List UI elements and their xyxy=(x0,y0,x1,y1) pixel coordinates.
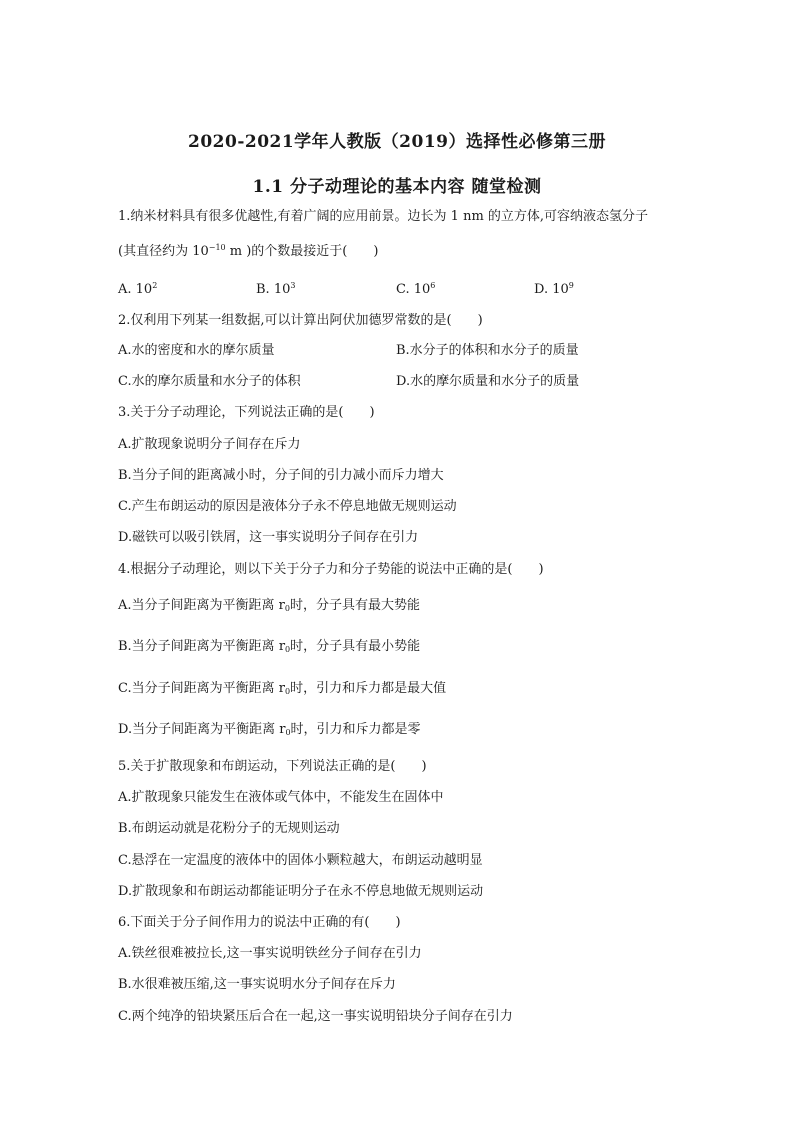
q2-option-c: C.水的摩尔质量和水分子的体积 xyxy=(118,374,301,389)
q3-stem: 3.关于分子动理论，下列说法正确的是( ) xyxy=(118,405,375,420)
q3-option-c: C.产生布朗运动的原因是液体分子永不停息地做无规则运动 xyxy=(118,499,457,514)
q3-option-b: B.当分子间的距离减小时，分子间的引力减小而斥力增大 xyxy=(118,468,444,483)
q4-option-b: B.当分子间距离为平衡距离 $r_0$时，分子具有最小势能 xyxy=(118,639,421,654)
document-subtitle: 1.1 分子动理论的基本内容 随堂检测 xyxy=(252,177,542,197)
q1-option-a: A. $10^2$ xyxy=(118,281,158,297)
q1-option-d: D. $10^9$ xyxy=(534,281,574,297)
q2-option-b: B.水分子的体积和水分子的质量 xyxy=(396,343,579,358)
q3-option-a: A.扩散现象说明分子间存在斥力 xyxy=(118,437,301,452)
q6-option-c: C.两个纯净的铅块紧压后合在一起,这一事实说明铅块分子间存在引力 xyxy=(118,1009,513,1024)
q1-option-b: B. $10^3$ xyxy=(256,281,296,297)
q1-stem-cont: (其直径约为 $10^{-10}$ m )的个数最接近于( ) xyxy=(118,243,379,259)
q1-option-c: C. $10^6$ xyxy=(396,281,436,297)
q5-option-c: C.悬浮在一定温度的液体中的固体小颗粒越大，布朗运动越明显 xyxy=(118,853,483,868)
q6-stem: 6.下面关于分子间作用力的说法中正确的有( ) xyxy=(118,915,401,930)
q4-stem: 4.根据分子动理论，则以下关于分子力和分子势能的说法中正确的是( ) xyxy=(118,562,544,577)
q3-option-d: D.磁铁可以吸引铁屑，这一事实说明分子间存在引力 xyxy=(118,530,419,545)
q5-option-a: A.扩散现象只能发生在液体或气体中，不能发生在固体中 xyxy=(118,790,444,805)
q6-option-b: B.水很难被压缩,这一事实说明水分子间存在斥力 xyxy=(118,977,396,992)
q2-option-a: A.水的密度和水的摩尔质量 xyxy=(118,343,275,358)
q5-option-d: D.扩散现象和布朗运动都能证明分子在永不停息地做无规则运动 xyxy=(118,884,484,899)
q1-stem: 1.纳米材料具有很多优越性,有着广阔的应用前景。边长为 1 nm 的立方体,可容纳液态氢分子 xyxy=(118,209,649,224)
document-title: 2020-2021学年人教版（2019）选择性必修第三册 xyxy=(188,132,606,152)
q2-option-d: D.水的摩尔质量和水分子的质量 xyxy=(396,374,580,389)
q6-option-a: A.铁丝很难被拉长,这一事实说明铁丝分子间存在引力 xyxy=(118,946,422,961)
q2-stem: 2.仅利用下列某一组数据,可以计算出阿伏加德罗常数的是( ) xyxy=(118,313,483,328)
q4-option-a: A.当分子间距离为平衡距离 $r_0$时，分子具有最大势能 xyxy=(118,598,420,613)
q4-option-d: D.当分子间距离为平衡距离 $r_0$时，引力和斥力都是零 xyxy=(118,722,421,737)
q4-option-c: C.当分子间距离为平衡距离 $r_0$时，引力和斥力都是最大值 xyxy=(118,681,447,696)
q5-stem: 5.关于扩散现象和布朗运动，下列说法正确的是( ) xyxy=(118,759,427,774)
q5-option-b: B.布朗运动就是花粉分子的无规则运动 xyxy=(118,821,340,836)
